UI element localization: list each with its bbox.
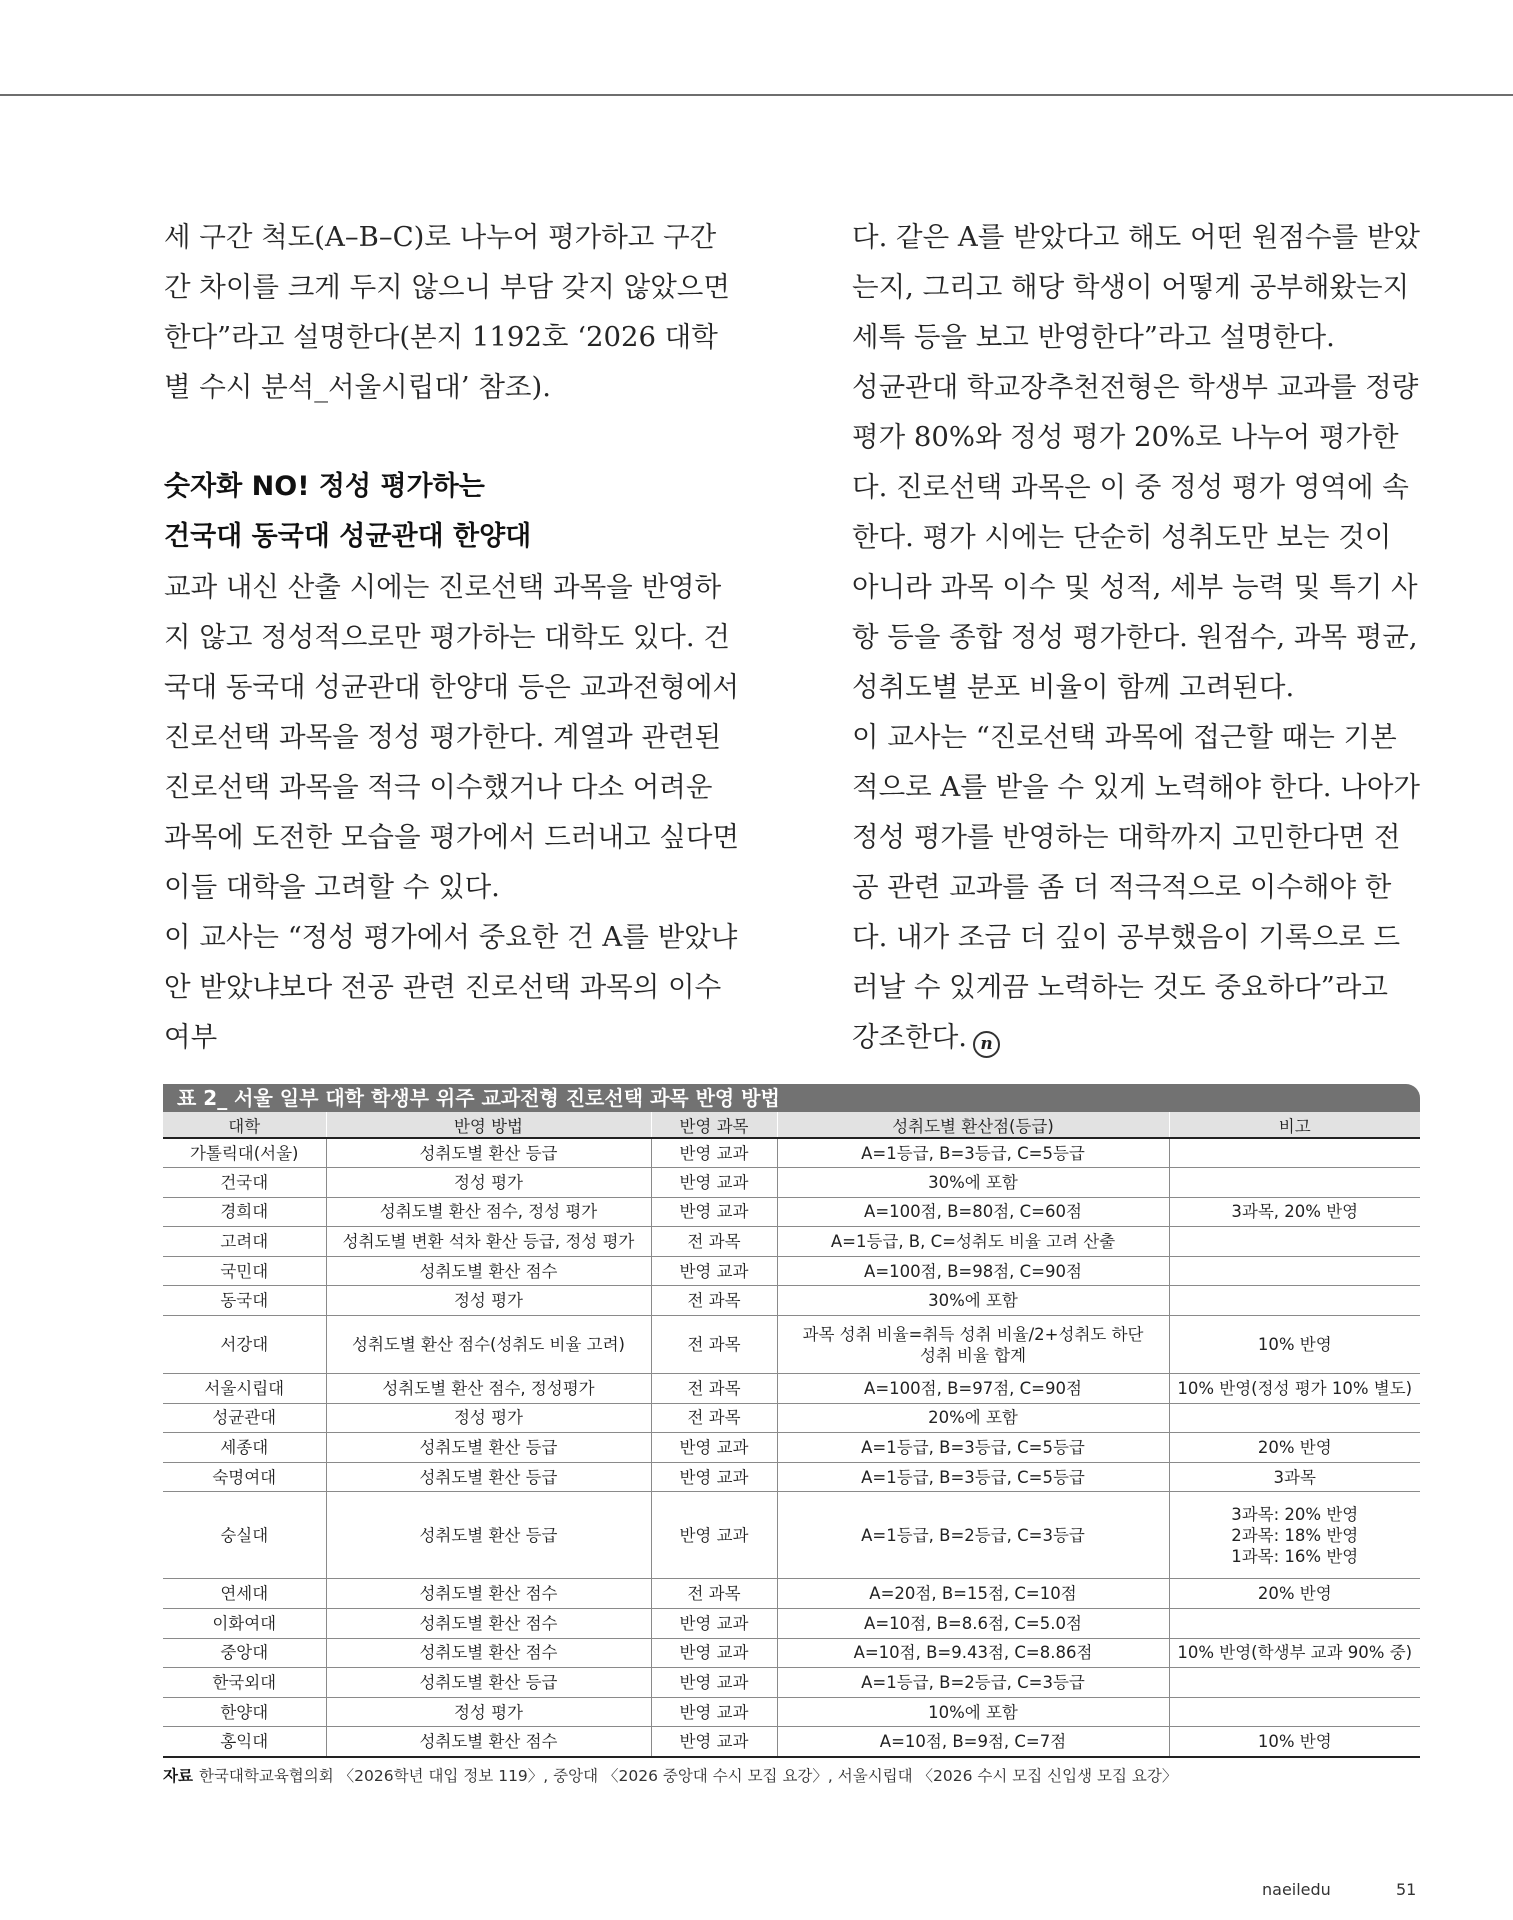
cell-note: 10% 반영(학생부 교과 90% 중)	[1169, 1638, 1420, 1668]
cell-method: 성취도별 환산 점수	[326, 1256, 651, 1286]
table-container	[163, 1084, 1420, 1786]
table-row	[163, 1256, 1420, 1286]
cell-note	[1169, 1403, 1420, 1433]
cell-university: 성균관대	[163, 1403, 326, 1433]
cell-conversion: A=1등급, B=3등급, C=5등급	[777, 1138, 1169, 1168]
cell-subjects: 반영 교과	[651, 1492, 777, 1579]
right-paragraph-3	[852, 712, 1420, 1062]
header-method: 반영 방법	[326, 1112, 651, 1138]
cell-conversion: A=1등급, B=3등급, C=5등급	[777, 1433, 1169, 1463]
cell-conversion: A=100점, B=80점, C=60점	[777, 1197, 1169, 1227]
cell-conversion: A=1등급, B=3등급, C=5등급	[777, 1462, 1169, 1492]
cell-university: 홍익대	[163, 1727, 326, 1757]
cell-university: 숭실대	[163, 1492, 326, 1579]
cell-note: 20% 반영	[1169, 1579, 1420, 1609]
cell-subjects: 반영 교과	[651, 1138, 777, 1168]
table-row	[163, 1638, 1420, 1668]
cell-note: 3과목, 20% 반영	[1169, 1197, 1420, 1227]
cell-conversion: A=100점, B=97점, C=90점	[777, 1374, 1169, 1404]
table-row	[163, 1138, 1420, 1168]
cell-method: 성취도별 환산 등급	[326, 1668, 651, 1698]
cell-note	[1169, 1168, 1420, 1198]
header-university: 대학	[163, 1112, 326, 1138]
cell-subjects: 전 과목	[651, 1403, 777, 1433]
cell-method: 정성 평가	[326, 1168, 651, 1198]
cell-method: 정성 평가	[326, 1286, 651, 1316]
section-heading-line-2: 건국대 동국대 성균관대 한양대	[164, 521, 532, 552]
cell-university: 서울시립대	[163, 1374, 326, 1404]
cell-university: 가톨릭대(서울)	[189, 1143, 299, 1163]
cell-conversion: A=10점, B=9점, C=7점	[777, 1727, 1169, 1757]
table-row	[163, 1227, 1420, 1257]
right-paragraph-2: 성균관대 학교장추천전형은 학생부 교과를 정량 평가 80%와 정성 평가 20%로 나누어 평가한다. 진로선택 과목은 이 중 정성 평가 영역에 속한다. 평가 시에는 단순히 성취도만 보는 것이 아니라 과목 이수 및 성적, 세부 능력 및 특기 사항 등을 종합 정성 평가한다. 원점수, 과목 평균, 성취도별 분포 비율이 함께 고려된다.	[852, 371, 1419, 703]
cell-method: 성취도별 환산 등급	[326, 1492, 651, 1579]
cell-subjects: 전 과목	[651, 1286, 777, 1316]
cell-university: 숙명여대	[163, 1462, 326, 1492]
cell-conversion: 과목 성취 비율=취득 성취 비율/2+성취도 하단 성취 비율 합계	[777, 1316, 1169, 1374]
cell-method: 성취도별 환산 점수, 정성 평가	[326, 1197, 651, 1227]
table-row	[163, 1403, 1420, 1433]
cell-conversion: 20%에 포함	[777, 1403, 1169, 1433]
cell-university: 한양대	[163, 1697, 326, 1727]
left-column	[164, 212, 744, 1062]
cell-university: 중앙대	[163, 1638, 326, 1668]
cell-university: 연세대	[163, 1579, 326, 1609]
cell-subjects: 반영 교과	[651, 1462, 777, 1492]
right-paragraph-1: 다. 같은 A를 받았다고 해도 어떤 원점수를 받았는지, 그리고 해당 학생이 어떻게 공부해왔는지 세특 등을 보고 반영한다”라고 설명한다.	[852, 221, 1420, 353]
cell-subjects: 반영 교과	[651, 1609, 777, 1639]
cell-method: 성취도별 환산 등급	[326, 1138, 651, 1168]
table-row	[163, 1579, 1420, 1609]
table-row	[163, 1462, 1420, 1492]
cell-conversion: 10%에 포함	[777, 1697, 1169, 1727]
cell-note	[1169, 1138, 1420, 1168]
table-row	[163, 1286, 1420, 1316]
top-rule	[0, 94, 1513, 96]
cell-method: 정성 평가	[326, 1403, 651, 1433]
left-paragraph-1: 세 구간 척도(A–B–C)로 나누어 평가하고 구간 간 차이를 크게 두지 않으니 부담 갖지 않았으면 한다”라고 설명한다(본지 1192호 ‘2026 대학별 수시 분석_서울시립대’ 참조).	[164, 221, 730, 403]
cell-university: 세종대	[163, 1433, 326, 1463]
cell-note	[1169, 1668, 1420, 1698]
cell-subjects: 전 과목	[651, 1374, 777, 1404]
cell-university: 고려대	[163, 1227, 326, 1257]
cell-method: 성취도별 환산 점수	[326, 1638, 651, 1668]
right-paragraph-3-text: 이 교사는 “진로선택 과목에 접근할 때는 기본적으로 A를 받을 수 있게 노력해야 한다. 나아가 정성 평가를 반영하는 대학까지 고민한다면 전공 관련 교과를 좀 더 적극적으로 이수해야 한다. 내가 조금 더 깊이 공부했음이 기록으로 드러날 수 있게끔 노력하는 것도 중요하다”라고 강조한다.	[852, 721, 1420, 1053]
cell-note	[1169, 1609, 1420, 1639]
table-row	[163, 1168, 1420, 1198]
left-paragraph-3: 이 교사는 “정성 평가에서 중요한 건 A를 받았냐 안 받았냐보다 전공 관련 진로선택 과목의 이수 여부	[164, 921, 738, 1053]
left-paragraph-2: 교과 내신 산출 시에는 진로선택 과목을 반영하지 않고 정성적으로만 평가하는 대학도 있다. 건국대 동국대 성균관대 한양대 등은 교과전형에서 진로선택 과목을 정성 평가한다. 계열과 관련된 진로선택 과목을 적극 이수했거나 다소 어려운 과목에 도전한 모습을 평가에서 드러내고 싶다면 이들 대학을 고려할 수 있다.	[164, 571, 740, 903]
right-column	[852, 212, 1420, 1062]
table-row	[163, 1609, 1420, 1639]
cell-note: 3과목: 20% 반영 2과목: 18% 반영 1과목: 16% 반영	[1169, 1492, 1420, 1579]
cell-subjects: 반영 교과	[651, 1638, 777, 1668]
cell-conversion: A=1등급, B=2등급, C=3등급	[777, 1492, 1169, 1579]
table-source	[163, 1764, 1420, 1786]
table-body	[163, 1138, 1420, 1757]
cell-university: 이화여대	[163, 1609, 326, 1639]
cell-note	[1169, 1227, 1420, 1257]
cell-subjects: 반영 교과	[651, 1197, 777, 1227]
cell-conversion: 30%에 포함	[777, 1286, 1169, 1316]
cell-note: 20% 반영	[1169, 1433, 1420, 1463]
cell-university: 경희대	[163, 1197, 326, 1227]
table-row	[163, 1697, 1420, 1727]
cell-method: 성취도별 환산 점수, 정성평가	[326, 1374, 651, 1404]
cell-university: 한국외대	[163, 1668, 326, 1698]
cell-subjects: 반영 교과	[651, 1168, 777, 1198]
cell-method: 성취도별 환산 등급	[326, 1462, 651, 1492]
cell-university: 서강대	[163, 1316, 326, 1374]
cell-subjects: 반영 교과	[651, 1668, 777, 1698]
table-header-row	[163, 1112, 1420, 1138]
cell-method: 성취도별 환산 점수	[326, 1727, 651, 1757]
cell-university: 동국대	[163, 1286, 326, 1316]
section-gap	[164, 412, 744, 462]
cell-conversion: 30%에 포함	[777, 1168, 1169, 1198]
source-label: 자료	[163, 1766, 193, 1785]
cell-conversion: A=20점, B=15점, C=10점	[777, 1579, 1169, 1609]
cell-note: 3과목	[1169, 1462, 1420, 1492]
cell-method: 성취도별 환산 점수	[326, 1579, 651, 1609]
cell-subjects: 전 과목	[651, 1227, 777, 1257]
cell-university: 건국대	[163, 1168, 326, 1198]
cell-subjects: 전 과목	[651, 1579, 777, 1609]
cell-method: 성취도별 변환 석차 환산 등급, 정성 평가	[326, 1227, 651, 1257]
table-row	[163, 1492, 1420, 1579]
cell-note	[1169, 1286, 1420, 1316]
header-conversion: 성취도별 환산점(등급)	[777, 1112, 1169, 1138]
cell-conversion: A=1등급, B=2등급, C=3등급	[777, 1668, 1169, 1698]
table-row	[163, 1197, 1420, 1227]
header-subjects: 반영 과목	[651, 1112, 777, 1138]
cell-method: 성취도별 환산 점수	[326, 1609, 651, 1639]
cell-method: 성취도별 환산 등급	[326, 1433, 651, 1463]
cell-conversion: A=10점, B=9.43점, C=8.86점	[777, 1638, 1169, 1668]
table-row	[163, 1374, 1420, 1404]
table-row	[163, 1433, 1420, 1463]
article-end-icon: n	[973, 1031, 1000, 1058]
cell-subjects: 전 과목	[651, 1316, 777, 1374]
cell-subjects: 반영 교과	[651, 1697, 777, 1727]
page-number: 51	[1396, 1880, 1417, 1899]
data-table	[163, 1112, 1420, 1758]
cell-subjects: 반영 교과	[651, 1433, 777, 1463]
cell-conversion: A=1등급, B, C=성취도 비율 고려 산출	[777, 1227, 1169, 1257]
source-text: 한국대학교육협의회 〈2026학년 대입 정보 119〉, 중앙대 〈2026 중앙대 수시 모집 요강〉, 서울시립대 〈2026 수시 모집 신입생 모집 요강〉	[198, 1766, 1178, 1785]
table-row	[163, 1727, 1420, 1757]
cell-conversion: A=100점, B=98점, C=90점	[777, 1256, 1169, 1286]
table-row	[163, 1316, 1420, 1374]
footer-brand: naeiledu	[1262, 1880, 1331, 1899]
section-heading-line-1: 숫자화 NO! 정성 평가하는	[164, 471, 485, 502]
cell-note	[1169, 1256, 1420, 1286]
cell-note: 10% 반영	[1169, 1316, 1420, 1374]
cell-note: 10% 반영(정성 평가 10% 별도)	[1169, 1374, 1420, 1404]
cell-note: 10% 반영	[1169, 1727, 1420, 1757]
cell-university: 국민대	[163, 1256, 326, 1286]
cell-note	[1169, 1697, 1420, 1727]
cell-subjects: 반영 교과	[651, 1256, 777, 1286]
cell-subjects: 반영 교과	[651, 1727, 777, 1757]
cell-conversion: A=10점, B=8.6점, C=5.0점	[777, 1609, 1169, 1639]
table-title: 표 2_ 서울 일부 대학 학생부 위주 교과전형 진로선택 과목 반영 방법	[163, 1084, 1420, 1112]
cell-method: 성취도별 환산 점수(성취도 비율 고려)	[326, 1316, 651, 1374]
table-row	[163, 1668, 1420, 1698]
header-note: 비고	[1169, 1112, 1420, 1138]
cell-method: 정성 평가	[326, 1697, 651, 1727]
